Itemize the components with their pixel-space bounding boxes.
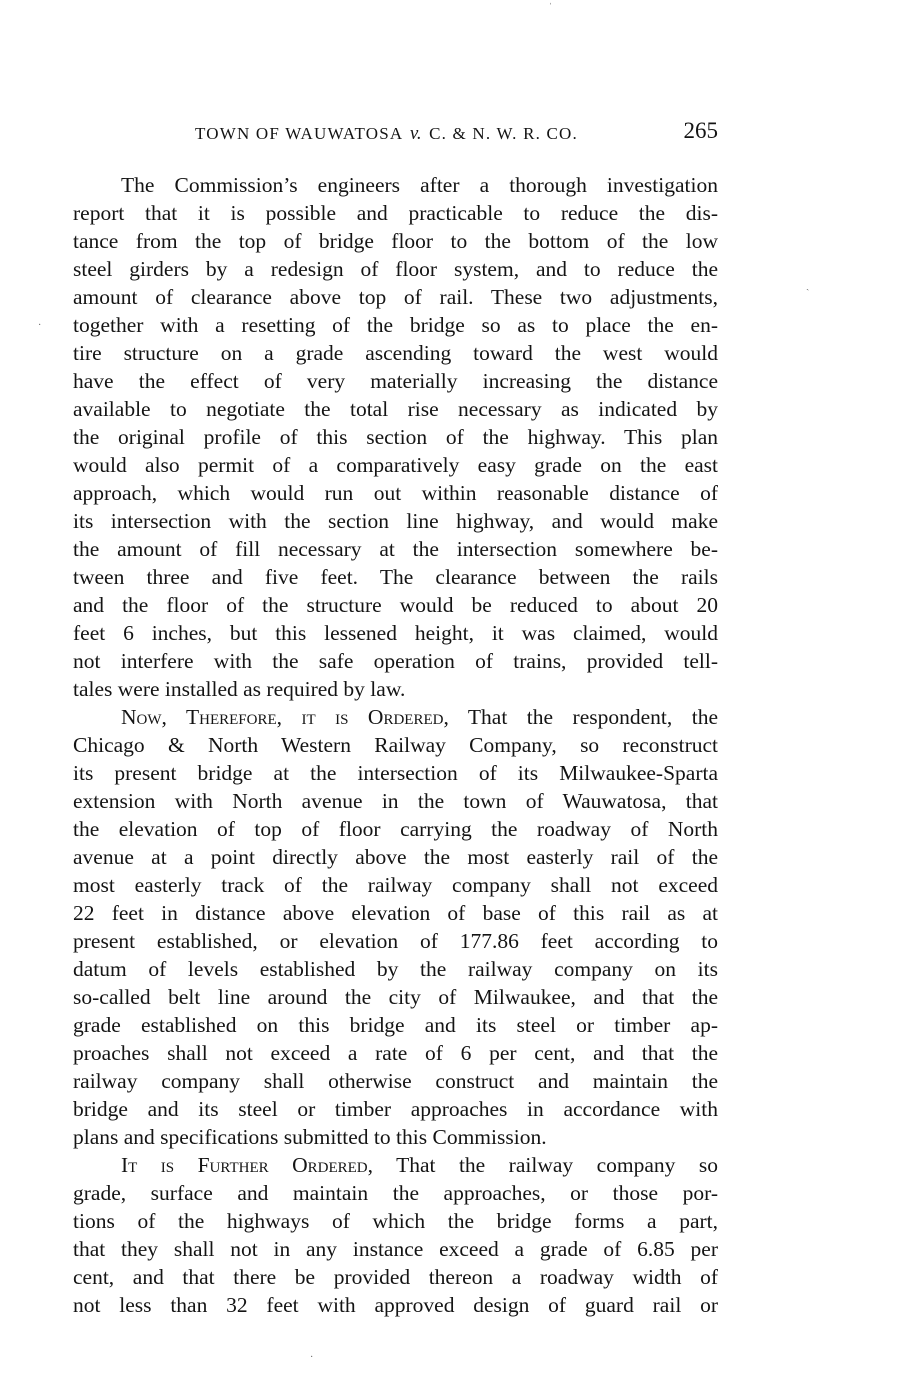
running-head-versus: v.	[409, 123, 422, 144]
text-fragment: That the respondent, the	[448, 705, 718, 729]
text-line: available to negotiate the total rise necessary as indicated by	[73, 397, 718, 421]
text-fragment: That the railway company so	[373, 1153, 718, 1177]
text-line: would also permit of a comparatively easy grade on the east	[73, 453, 718, 477]
text-line	[73, 703, 718, 731]
text-line: tire structure on a grade ascending toward the west would	[73, 341, 718, 365]
text-line: the elevation of top of floor carrying the roadway of North	[73, 817, 718, 841]
text-line: amount of clearance above top of rail. These two adjustments,	[73, 285, 718, 309]
text-line: tween three and five feet. The clearance between the rails	[73, 565, 718, 589]
running-head-case-first: TOWN OF WAUWATOSA	[195, 124, 403, 143]
text-line: Chicago & North Western Railway Company, so reconstruct	[73, 733, 718, 757]
text-line: grade, surface and maintain the approaches, or those por-	[73, 1181, 718, 1205]
scan-speck: ˈ	[549, 2, 553, 13]
scan-speck: ˏ	[806, 280, 810, 291]
text-line: tions of the highways of which the bridge forms a part,	[73, 1209, 718, 1233]
text-line: the original profile of this section of the highway. This plan	[73, 425, 718, 449]
text-line: present established, or elevation of 177.86 feet according to	[73, 929, 718, 953]
text-line: extension with North avenue in the town of Wauwatosa, that	[73, 789, 718, 813]
text-line	[73, 1151, 718, 1179]
text-line: datum of levels established by the railway company on its	[73, 957, 718, 981]
text-line: its intersection with the section line highway, and would make	[73, 509, 718, 533]
text-line: together with a resetting of the bridge so as to place the en-	[73, 313, 718, 337]
text-line: cent, and that there be provided thereon a roadway width of	[73, 1265, 718, 1289]
page-header	[73, 118, 718, 148]
order-lead-in: It is Further Ordered,	[121, 1153, 374, 1177]
text-line: plans and specifications submitted to this Commission.	[73, 1125, 547, 1149]
text-line: and the floor of the structure would be reduced to about 20	[73, 593, 718, 617]
text-line: its present bridge at the intersection of its Milwaukee-Sparta	[73, 761, 718, 785]
page-number: 265	[683, 118, 718, 143]
text-line: grade established on this bridge and its steel or timber ap-	[73, 1013, 718, 1037]
running-head-case-second: C. & N. W. R. CO.	[429, 124, 578, 143]
text-line: have the effect of very materially increasing the distance	[73, 369, 718, 393]
text-line: tales were installed as required by law.	[73, 677, 406, 701]
text-line: approach, which would run out within reasonable distance of	[73, 481, 718, 505]
text-line: 22 feet in distance above elevation of base of this rail as at	[73, 901, 718, 925]
text-line: not interfere with the safe operation of trains, provided tell-	[73, 649, 718, 673]
text-line: bridge and its steel or timber approaches in accordance with	[73, 1097, 718, 1121]
scan-speck: ·	[310, 1352, 314, 1363]
text-line: steel girders by a redesign of floor system, and to reduce the	[73, 257, 718, 281]
text-line: report that it is possible and practicable to reduce the dis-	[73, 201, 718, 225]
text-line: feet 6 inches, but this lessened height, it was claimed, would	[73, 621, 718, 645]
text-line: proaches shall not exceed a rate of 6 per cent, and that the	[73, 1041, 718, 1065]
scan-speck: ·	[38, 320, 42, 331]
order-lead-in: Now, Therefore, it is Ordered,	[121, 705, 449, 729]
text-line: avenue at a point directly above the most easterly rail of the	[73, 845, 718, 869]
text-line: so-called belt line around the city of Milwaukee, and that the	[73, 985, 718, 1009]
text-line: that they shall not in any instance exceed a grade of 6.85 per	[73, 1237, 718, 1261]
text-line: the amount of fill necessary at the intersection somewhere be-	[73, 537, 718, 561]
text-line: not less than 32 feet with approved design of guard rail or	[73, 1293, 718, 1317]
text-line: railway company shall otherwise construct and maintain the	[73, 1069, 718, 1093]
text-line: The Commission’s engineers after a thorough investigation	[121, 173, 718, 197]
text-line: most easterly track of the railway company shall not exceed	[73, 873, 718, 897]
body-text	[73, 171, 718, 1319]
text-line: tance from the top of bridge floor to the bottom of the low	[73, 229, 718, 253]
running-head	[195, 123, 578, 145]
